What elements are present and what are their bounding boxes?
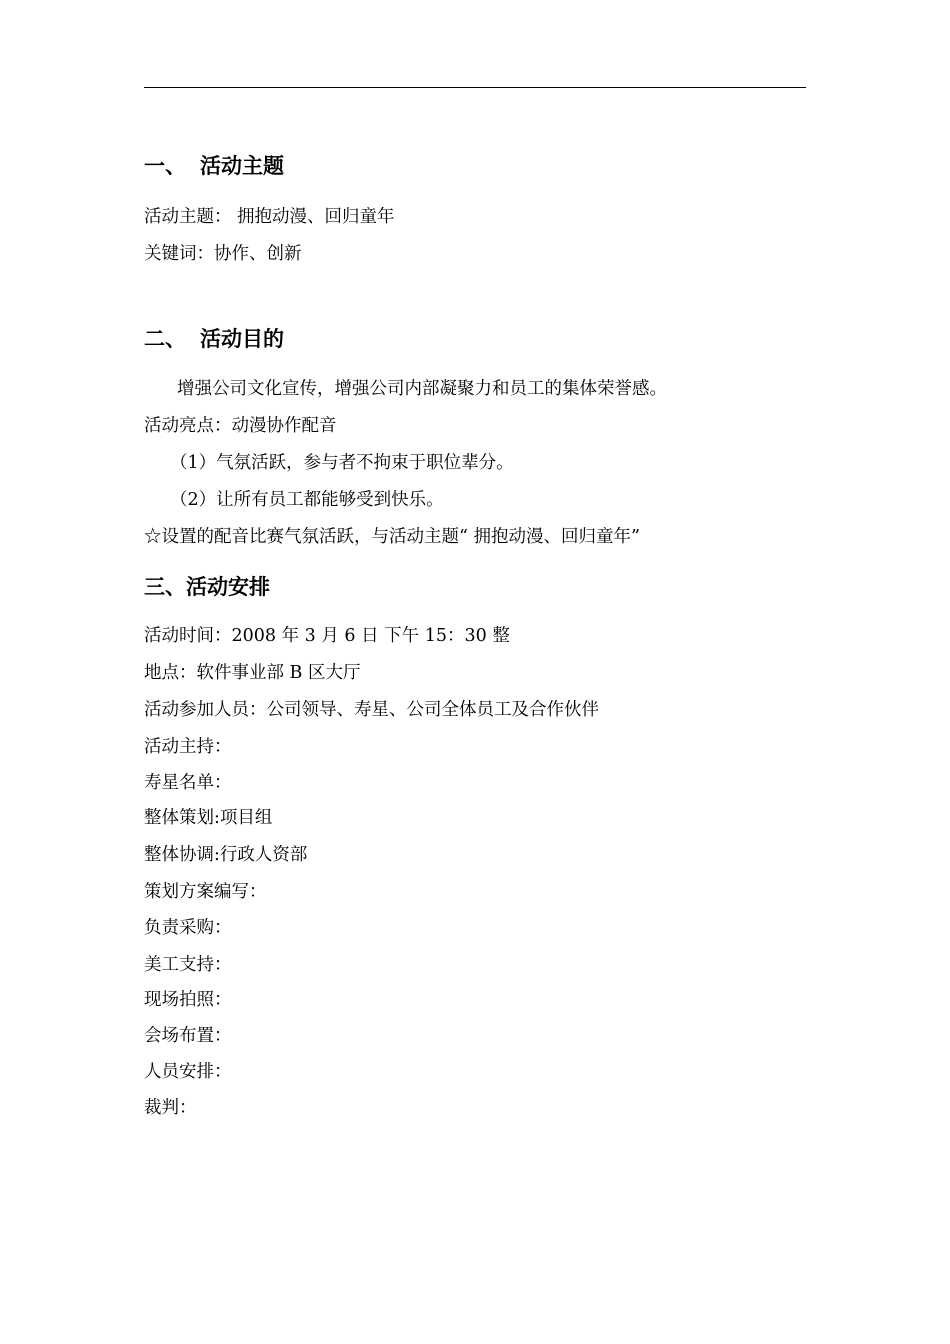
section-heading-purpose xyxy=(144,325,284,353)
schedule-time: 活动时间：2008 年 3 月 6 日 下午 15：30 整 xyxy=(144,626,510,646)
schedule-purchasing: 负责采购： xyxy=(144,918,232,938)
highlight-item-2: （2）让所有员工都能够受到快乐。 xyxy=(170,490,444,510)
schedule-photography: 现场拍照： xyxy=(144,990,232,1010)
section-number: 三、 xyxy=(144,575,186,599)
schedule-birthday-list: 寿星名单： xyxy=(144,773,232,793)
star-note-line: ☆设置的配音比赛气氛活跃，与活动主题“ 拥抱动漫、回归童年” xyxy=(144,527,640,547)
highlight-line: 活动亮点：动漫协作配音 xyxy=(144,416,337,436)
schedule-venue-setup: 会场布置： xyxy=(144,1026,232,1046)
schedule-plan-writer: 策划方案编写： xyxy=(144,882,267,902)
schedule-planning: 整体策划:项目组 xyxy=(144,808,273,828)
header-rule xyxy=(144,87,806,88)
section-heading-theme xyxy=(144,152,284,180)
highlight-item-1: （1）气氛活跃，参与者不拘束于职位辈分。 xyxy=(170,453,514,473)
schedule-art-support: 美工支持： xyxy=(144,955,232,975)
section-title: 活动主题 xyxy=(200,154,284,178)
section-number: 一、 xyxy=(144,154,186,178)
schedule-judges: 裁判： xyxy=(144,1098,197,1118)
section-title: 活动目的 xyxy=(200,327,284,351)
schedule-participants: 活动参加人员：公司领导、寿星、公司全体员工及合作伙伴 xyxy=(144,700,599,720)
section-title: 活动安排 xyxy=(186,575,270,599)
section-number: 二、 xyxy=(144,327,186,351)
schedule-location: 地点：软件事业部 B 区大厅 xyxy=(144,663,361,683)
schedule-staffing: 人员安排： xyxy=(144,1062,232,1082)
schedule-coordination: 整体协调:行政人资部 xyxy=(144,845,308,865)
schedule-host: 活动主持： xyxy=(144,737,232,757)
theme-line: 活动主题： 拥抱动漫、回归童年 xyxy=(144,207,395,227)
purpose-paragraph: 增强公司文化宣传，增强公司内部凝聚力和员工的集体荣誉感。 xyxy=(177,379,667,399)
keywords-line: 关键词：协作、创新 xyxy=(144,244,302,264)
section-heading-arrangement xyxy=(144,573,270,601)
